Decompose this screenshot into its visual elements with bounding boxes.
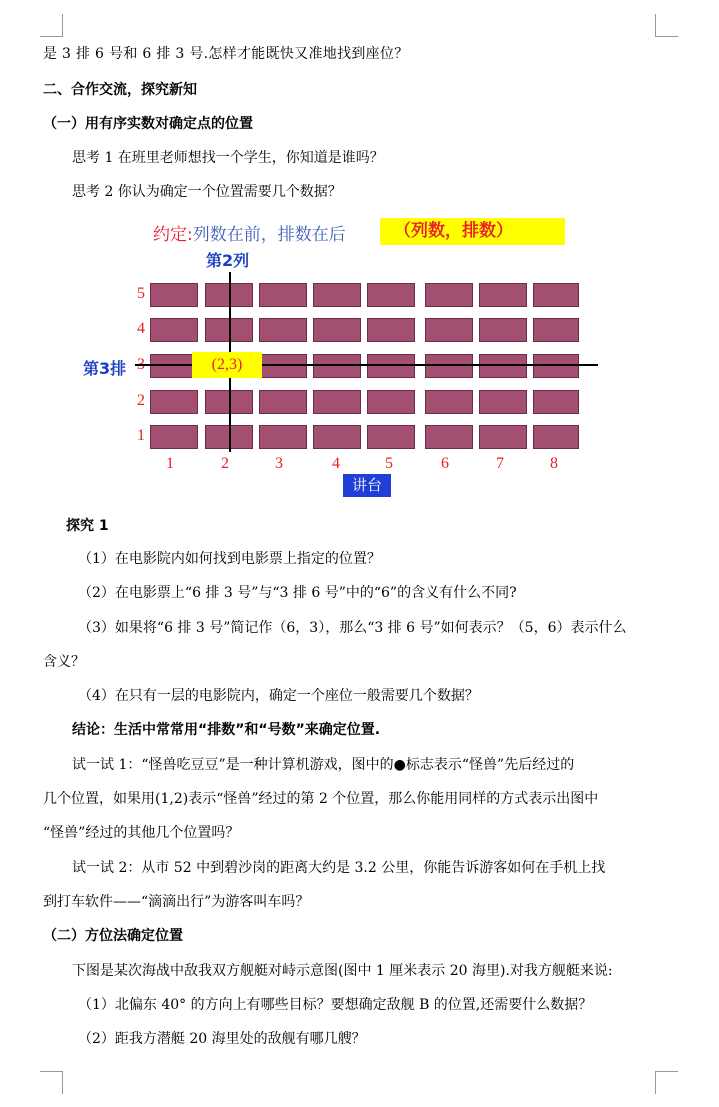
seat [259,283,307,307]
column-number: 5 [385,455,393,472]
try-2-line-2: 到打车软件——“滴滴出行”为游客叫车吗？ [43,894,310,910]
seat [150,283,198,307]
column-number: 4 [332,455,340,472]
seat [313,425,361,449]
seat [479,425,527,449]
seat [313,318,361,342]
seat [259,354,307,378]
seat [313,354,361,378]
seat [425,354,473,378]
column-number: 8 [550,455,558,472]
row-number: 2 [137,392,145,409]
seat [533,390,579,414]
seat [425,390,473,414]
seat [150,354,198,378]
seat [425,318,473,342]
seat [367,390,415,414]
column-number: 7 [496,455,504,472]
seat [259,425,307,449]
convention-note: 约定:列数在前，排数在后 [153,225,346,245]
coordinate-label: (2,3) [192,352,262,378]
question-2: （2）在电影票上“6 排 3 号”与“3 排 6 号”中的“6”的含义有什么不同? [78,585,517,601]
seat [259,318,307,342]
convention-box: （列数，排数） [380,218,565,245]
question-1: （1）在电影院内如何找到电影票上指定的位置？ [78,551,381,567]
seat [533,425,579,449]
seat [533,354,579,378]
seat [367,318,415,342]
seat [259,390,307,414]
conclusion: 结论：生活中常常用“排数”和“号数”来确定位置. [72,722,381,738]
crop-mark-top-left [40,14,63,37]
seat [150,425,198,449]
seat [150,390,198,414]
row-number: 4 [137,320,145,337]
row-number: 5 [137,285,145,302]
seat [479,318,527,342]
seat [533,283,579,307]
seat [150,318,198,342]
seat [425,283,473,307]
try-2-line-1: 试一试 2：从市 52 中到碧沙岗的距离大约是 3.2 公里，你能告诉游客如何在手机上找 [72,860,606,876]
try-1-line-1: 试一试 1：“怪兽吃豆豆”是一种计算机游戏，图中的●标志表示“怪兽”先后经过的 [72,757,575,773]
seat [367,425,415,449]
sea-question-1: （1）北偏东 40° 的方向上有哪些目标？要想确定敌舰 B 的位置,还需要什么数据？ [78,997,593,1013]
seat [425,425,473,449]
seat [479,354,527,378]
row-label: 第3排 [83,359,127,378]
subsection-heading-2: （二）方位法确定位置 [43,928,183,944]
explore-heading: 探究 1 [66,518,109,534]
try-1-line-2: 几个位置，如果用(1,2)表示“怪兽”经过的第 2 个位置，那么你能用同样的方式表示出图中 [43,791,599,807]
seat [479,283,527,307]
seat [367,354,415,378]
row-number: 1 [137,427,145,444]
crop-mark-bottom-right [655,1071,678,1094]
column-number: 2 [221,455,229,472]
seat [313,283,361,307]
subsection-heading: （一）用有序实数对确定点的位置 [43,116,253,132]
try-1-line-3: “怪兽”经过的其他几个位置吗？ [43,825,240,841]
crop-mark-bottom-left [40,1071,63,1094]
question-3: （3）如果将“6 排 3 号”简记作（6，3），那么“3 排 6 号”如何表示？（5，6）表示什么 [78,620,627,636]
sea-battle-paragraph: 下图是某次海战中敌我双方舰艇对峙示意图(图中 1 厘米表示 20 海里).对我方舰艇来说: [72,963,613,979]
seat [533,318,579,342]
intro-line: 是 3 排 6 号和 6 排 3 号.怎样才能既快又准地找到座位？ [43,46,409,62]
question-4: （4）在只有一层的电影院内，确定一个座位一般需要几个数据？ [78,688,479,704]
seat [313,390,361,414]
seat [367,283,415,307]
seat [479,390,527,414]
question-3-cont: 含义？ [43,654,85,670]
column-number: 3 [275,455,283,472]
think-2: 思考 2 你认为确定一个位置需要几个数据？ [72,184,342,200]
column-label: 第2列 [206,251,250,270]
crop-mark-top-right [655,14,678,37]
think-1: 思考 1 在班里老师想找一个学生，你知道是谁吗？ [72,150,384,166]
column-number: 1 [166,455,174,472]
sea-question-2: （2）距我方潜艇 20 海里处的敌舰有哪几艘？ [78,1031,366,1047]
column-number: 6 [441,455,449,472]
section-heading: 二、合作交流，探究新知 [43,82,197,98]
podium-label: 讲台 [343,474,391,497]
